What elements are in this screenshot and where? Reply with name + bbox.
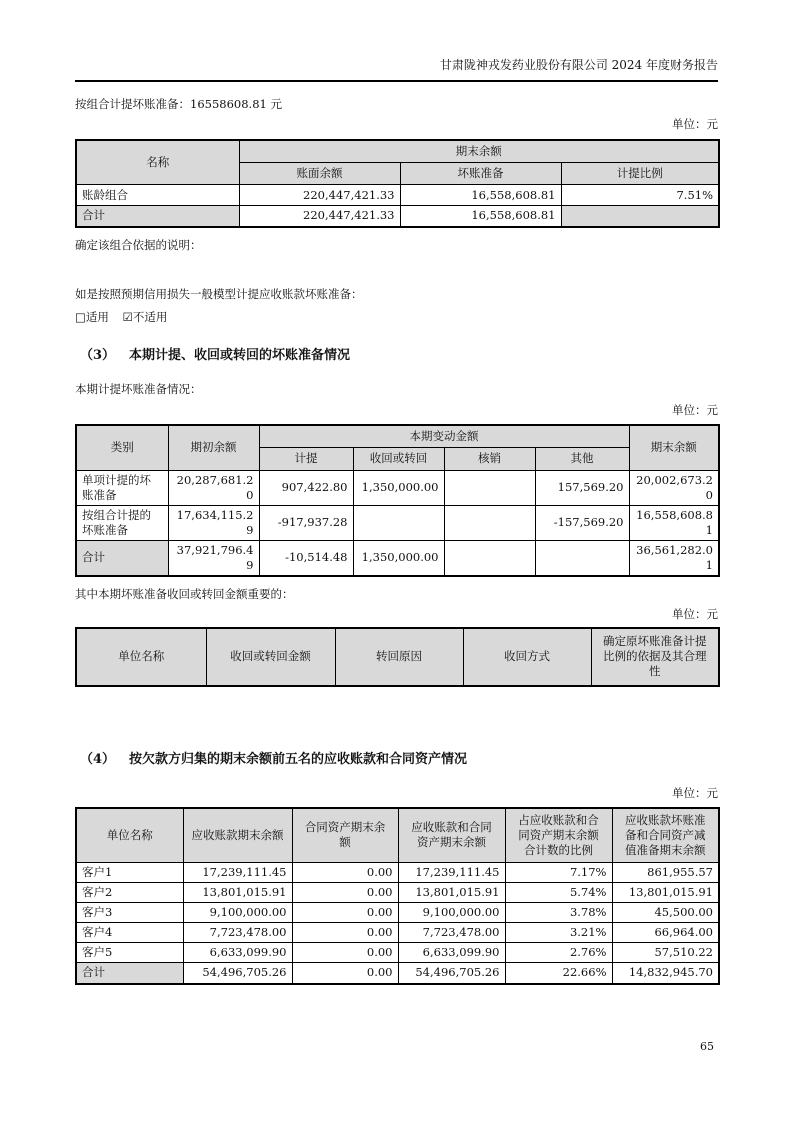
top5-row1-ratio: 5.74% (505, 883, 612, 903)
aging-total-ratio (561, 206, 719, 227)
movement-table (75, 424, 720, 577)
movement-total-writeoff (444, 540, 535, 576)
aging-col-name: 名称 (76, 140, 239, 185)
table-row (76, 883, 719, 903)
movement-col-begin: 期初余额 (168, 425, 259, 471)
aging-portfolio-table (75, 139, 720, 228)
top5-receivables-table (75, 807, 720, 985)
top5-row3-name: 客户4 (76, 923, 183, 943)
movement-col-category: 类别 (76, 425, 168, 471)
top5-col-total-end: 应收账款和合同资产期末余额 (398, 808, 505, 863)
provision-summary-line: 按组合计提坏账准备：16558608.81 元 (75, 97, 282, 111)
movement-col-change-group: 本期变动金额 (259, 425, 629, 448)
movement-col-other: 其他 (535, 447, 629, 470)
top5-row4-contract: 0.00 (292, 943, 398, 963)
section-3-number: （3） (80, 347, 116, 363)
recovery-col-unit: 单位名称 (76, 628, 206, 686)
movement-col-accrual: 计提 (259, 447, 353, 470)
movement-total-recovered: 1,350,000.00 (353, 540, 444, 576)
top5-row0-total: 17,239,111.45 (398, 863, 505, 883)
top5-row0-ratio: 7.17% (505, 863, 612, 883)
top5-col-contract-end: 合同资产期末余额 (292, 808, 398, 863)
unit-label-2: 单位：元 (672, 402, 718, 417)
section-3-heading (75, 347, 718, 364)
top5-row2-provision: 45,500.00 (612, 903, 719, 923)
unit-label-3: 单位：元 (672, 606, 718, 621)
recovery-col-basis: 确定原坏账准备计提比例的依据及其合理性 (591, 628, 719, 686)
top5-col-unit: 单位名称 (76, 808, 183, 863)
top5-row4-total: 6,633,099.90 (398, 943, 505, 963)
table-row (76, 923, 719, 943)
top5-row4-ratio: 2.76% (505, 943, 612, 963)
table-row (76, 943, 719, 963)
checkbox-not-applicable: ☑不适用 (122, 309, 168, 324)
page-content (75, 0, 718, 985)
top5-row3-ratio: 3.21% (505, 923, 612, 943)
movement-total-accrual: -10,514.48 (259, 540, 353, 576)
movement-total-category: 合计 (76, 540, 168, 576)
checkbox-applicable: □适用 (75, 309, 109, 324)
top5-total-provision: 14,832,945.70 (612, 963, 719, 984)
movement-row0-end: 20,002,673.20 (629, 470, 719, 505)
top5-total-name: 合计 (76, 963, 183, 984)
movement-row1-recovered (353, 505, 444, 540)
aging-col-book: 账面余额 (239, 163, 400, 185)
movement-total-other (535, 540, 629, 576)
table-row (76, 185, 719, 206)
table-row (76, 470, 719, 505)
aging-total-baddebt: 16,558,608.81 (400, 206, 561, 227)
top5-total-total: 54,496,705.26 (398, 963, 505, 984)
movement-row0-begin: 20,287,681.20 (168, 470, 259, 505)
top5-row0-contract: 0.00 (292, 863, 398, 883)
recovery-table (75, 627, 720, 687)
table-row-total (76, 963, 719, 984)
recovery-col-amount: 收回或转回金额 (206, 628, 335, 686)
section-4-heading (75, 751, 718, 768)
report-header-title: 甘肃陇神戎发药业股份有限公司 2024 年度财务报告 (75, 0, 718, 82)
top5-total-contract: 0.00 (292, 963, 398, 984)
section-4-title: 按欠款方归集的期末余额前五名的应收账款和合同资产情况 (129, 751, 468, 767)
top5-row2-ar: 9,100,000.00 (183, 903, 292, 923)
aging-row0-ratio: 7.51% (561, 185, 719, 206)
movement-row1-category: 按组合计提的坏账准备 (76, 505, 168, 540)
aging-col-group-ending: 期末余额 (239, 140, 719, 163)
top5-row4-ar: 6,633,099.90 (183, 943, 292, 963)
movement-total-begin: 37,921,796.49 (168, 540, 259, 576)
section-4-number: （4） (80, 751, 116, 767)
page-number: 65 (700, 1040, 714, 1053)
applicability-options (75, 309, 718, 325)
top5-row3-contract: 0.00 (292, 923, 398, 943)
aging-row0-name: 账龄组合 (76, 185, 239, 206)
table-row (76, 863, 719, 883)
movement-row0-recovered: 1,350,000.00 (353, 470, 444, 505)
top5-row1-total: 13,801,015.91 (398, 883, 505, 903)
top5-col-ar-end: 应收账款期末余额 (183, 808, 292, 863)
movement-row0-writeoff (444, 470, 535, 505)
top5-row4-provision: 57,510.22 (612, 943, 719, 963)
top5-row3-provision: 66,964.00 (612, 923, 719, 943)
unit-label-1: 单位：元 (672, 117, 718, 131)
recovery-col-method: 收回方式 (463, 628, 591, 686)
basis-note: 确定该组合依据的说明： (75, 237, 202, 252)
movement-row0-category: 单项计提的坏账准备 (76, 470, 168, 505)
aging-row0-book: 220,447,421.33 (239, 185, 400, 206)
top5-row1-name: 客户2 (76, 883, 183, 903)
aging-total-book: 220,447,421.33 (239, 206, 400, 227)
top5-col-ratio: 占应收账款和合同资产期末余额合计数的比例 (505, 808, 612, 863)
movement-row0-other: 157,569.20 (535, 470, 629, 505)
top5-row3-ar: 7,723,478.00 (183, 923, 292, 943)
top5-row2-total: 9,100,000.00 (398, 903, 505, 923)
top5-row0-provision: 861,955.57 (612, 863, 719, 883)
unit-label-4: 单位：元 (672, 785, 718, 800)
top5-total-ratio: 22.66% (505, 963, 612, 984)
top5-row1-ar: 13,801,015.91 (183, 883, 292, 903)
movement-row1-other: -157,569.20 (535, 505, 629, 540)
movement-col-recovered: 收回或转回 (353, 447, 444, 470)
aging-row0-baddebt: 16,558,608.81 (400, 185, 561, 206)
section-3-lead: 本期计提坏账准备情况： (75, 381, 202, 396)
top5-row2-contract: 0.00 (292, 903, 398, 923)
movement-row1-writeoff (444, 505, 535, 540)
movement-col-end: 期末余额 (629, 425, 719, 471)
recovery-col-reason: 转回原因 (335, 628, 463, 686)
aging-col-ratio: 计提比例 (561, 163, 719, 185)
top5-row3-total: 7,723,478.00 (398, 923, 505, 943)
top5-row1-contract: 0.00 (292, 883, 398, 903)
movement-row1-begin: 17,634,115.29 (168, 505, 259, 540)
top5-col-provision: 应收账款坏账准备和合同资产减值准备期末余额 (612, 808, 719, 863)
movement-col-writeoff: 核销 (444, 447, 535, 470)
movement-row0-accrual: 907,422.80 (259, 470, 353, 505)
aging-col-baddebt: 坏账准备 (400, 163, 561, 185)
table-row-total (76, 206, 719, 227)
top5-row4-name: 客户5 (76, 943, 183, 963)
top5-row2-name: 客户3 (76, 903, 183, 923)
movement-total-end: 36,561,282.01 (629, 540, 719, 576)
ecl-note: 如是按照预期信用损失一般模型计提应收账款坏账准备： (75, 286, 363, 301)
top5-total-ar: 54,496,705.26 (183, 963, 292, 984)
table-row-total (76, 540, 719, 576)
top5-row1-provision: 13,801,015.91 (612, 883, 719, 903)
movement-row1-accrual: -917,937.28 (259, 505, 353, 540)
table-row (76, 903, 719, 923)
table-row (76, 505, 719, 540)
top5-row0-ar: 17,239,111.45 (183, 863, 292, 883)
top5-row2-ratio: 3.78% (505, 903, 612, 923)
aging-total-name: 合计 (76, 206, 239, 227)
section-3-title: 本期计提、收回或转回的坏账准备情况 (129, 347, 351, 363)
movement-row1-end: 16,558,608.81 (629, 505, 719, 540)
top5-row0-name: 客户1 (76, 863, 183, 883)
recovery-lead: 其中本期坏账准备收回或转回金额重要的： (75, 586, 294, 601)
